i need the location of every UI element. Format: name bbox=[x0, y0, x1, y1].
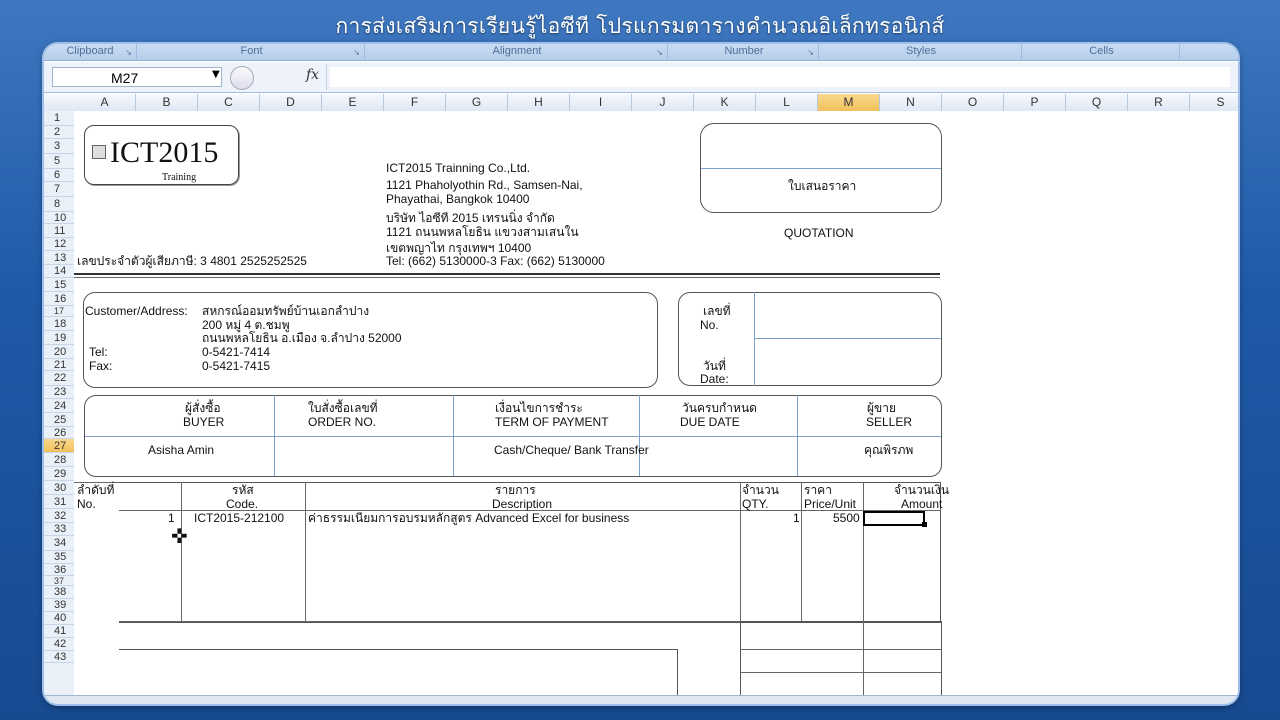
items-col-divider-qty bbox=[740, 482, 741, 622]
company-tel-fax: Tel: (662) 5130000-3 Fax: (662) 5130000 bbox=[386, 254, 605, 268]
items-amount-label: Amount bbox=[901, 497, 943, 511]
row-header-27[interactable]: 27 bbox=[44, 439, 74, 453]
column-header-s[interactable]: S bbox=[1190, 94, 1238, 111]
row-header-12[interactable]: 12 bbox=[44, 238, 74, 251]
column-header-o[interactable]: O bbox=[942, 94, 1004, 111]
cursor-cross-icon: ✜ bbox=[171, 526, 188, 548]
selected-cell-m27[interactable] bbox=[863, 511, 925, 526]
column-header-d[interactable]: D bbox=[260, 94, 322, 111]
formula-input[interactable] bbox=[330, 67, 1230, 87]
ribbon-group-bar bbox=[44, 44, 1238, 61]
column-header-m[interactable]: M bbox=[818, 94, 880, 111]
row-header-5[interactable]: 5 bbox=[44, 154, 74, 169]
row-header-13[interactable]: 13 bbox=[44, 251, 74, 265]
totals-col-divider bbox=[863, 621, 864, 700]
ribbon-group-clipboard[interactable]: Clipboard ↘ bbox=[44, 44, 137, 60]
term-label: TERM OF PAYMENT bbox=[495, 415, 609, 429]
items-qty-label-thai: จำนวน bbox=[742, 483, 779, 497]
column-header-l[interactable]: L bbox=[756, 94, 818, 111]
doc-date-label: Date: bbox=[700, 372, 729, 386]
buyer-label: BUYER bbox=[183, 415, 225, 429]
excel-window bbox=[44, 44, 1238, 704]
insert-function-icon[interactable]: fx bbox=[306, 67, 320, 83]
row-header-35[interactable]: 35 bbox=[44, 551, 74, 564]
row-header-10[interactable]: 10 bbox=[44, 212, 74, 224]
customer-fax-label: Fax: bbox=[89, 359, 113, 373]
name-box[interactable]: M27 bbox=[52, 67, 222, 87]
items-col-divider-price bbox=[801, 482, 802, 622]
customer-name: สหกรณ์ออมทรัพย์บ้านเอกลำปาง bbox=[202, 304, 370, 318]
ribbon-group-alignment[interactable]: Alignment ↘ bbox=[367, 44, 668, 60]
column-header-b[interactable]: B bbox=[136, 94, 198, 111]
totals-box bbox=[740, 621, 942, 701]
company-thai-name: บริษัท ไอซีที 2015 เทรนนิ่ง จำกัด bbox=[386, 211, 555, 225]
items-col-divider-desc bbox=[305, 482, 306, 622]
items-desc-label: Description bbox=[492, 497, 553, 511]
video-title: การส่งเสริมการเรียนรู้ไอซีที โปรแกรมตารางคำนวณอิเล็กทรอนิกส์ bbox=[335, 14, 945, 38]
row-header-29[interactable]: 29 bbox=[44, 467, 74, 481]
doc-number-label-thai: เลขที่ bbox=[703, 304, 731, 318]
column-headers bbox=[44, 94, 1238, 112]
chevron-down-icon[interactable]: ▼ bbox=[212, 69, 220, 80]
items-code-label: Code. bbox=[226, 497, 259, 511]
row-header-26[interactable]: 26 bbox=[44, 427, 74, 439]
header-separator bbox=[74, 273, 940, 275]
formula-bar-divider bbox=[326, 64, 327, 90]
buyer-value: Asisha Amin bbox=[148, 443, 215, 457]
item-qty[interactable]: 1 bbox=[793, 511, 800, 525]
order-no-label-thai: ใบสั่งซื้อเลขที่ bbox=[308, 401, 378, 415]
column-header-i[interactable]: I bbox=[570, 94, 632, 111]
column-header-q[interactable]: Q bbox=[1066, 94, 1128, 111]
items-col-divider-code bbox=[181, 482, 182, 622]
column-header-g[interactable]: G bbox=[446, 94, 508, 111]
dialog-launcher-icon[interactable]: ↘ bbox=[807, 48, 814, 57]
tax-id: เลขประจำตัวผู้เสียภาษี: 3 4801 2525252525 bbox=[77, 254, 307, 268]
row-header-37[interactable]: 37 bbox=[44, 576, 74, 586]
row-header-20[interactable]: 20 bbox=[44, 345, 74, 359]
document-info-hdivider bbox=[754, 338, 941, 339]
item-price[interactable]: 5500 bbox=[833, 511, 860, 525]
quotation-title-thai: ใบเสนอราคา bbox=[788, 179, 857, 193]
row-header-8[interactable]: 8 bbox=[44, 197, 74, 212]
row-header-16[interactable]: 16 bbox=[44, 292, 74, 306]
column-header-h[interactable]: H bbox=[508, 94, 570, 111]
ribbon-group-cells[interactable]: Cells bbox=[1024, 44, 1180, 60]
row-header-32[interactable]: 32 bbox=[44, 509, 74, 523]
document-info-vdivider bbox=[754, 292, 755, 386]
ribbon-group-styles[interactable]: Styles bbox=[821, 44, 1022, 60]
row-header-39[interactable]: 39 bbox=[44, 599, 74, 612]
row-header-14[interactable]: 14 bbox=[44, 265, 74, 278]
items-no-label: No. bbox=[77, 497, 96, 511]
row-header-23[interactable]: 23 bbox=[44, 386, 74, 399]
column-header-r[interactable]: R bbox=[1128, 94, 1190, 111]
dialog-launcher-icon[interactable]: ↘ bbox=[125, 48, 132, 57]
column-header-c[interactable]: C bbox=[198, 94, 260, 111]
items-code-label-thai: รหัส bbox=[232, 483, 254, 497]
seller-label: SELLER bbox=[866, 415, 913, 429]
buyer-label-thai: ผู้สั่งซื้อ bbox=[185, 401, 221, 415]
dialog-launcher-icon[interactable]: ↘ bbox=[353, 48, 360, 57]
row-header-40[interactable]: 40 bbox=[44, 612, 74, 625]
logo-subtext: Training bbox=[162, 172, 197, 183]
totals-line2 bbox=[740, 672, 941, 673]
order-info-divider bbox=[85, 436, 941, 437]
row-header-34[interactable]: 34 bbox=[44, 536, 74, 551]
row-header-2[interactable]: 2 bbox=[44, 126, 74, 139]
header-separator-2 bbox=[74, 277, 940, 278]
sheet-tabs-bar[interactable] bbox=[44, 695, 1238, 704]
items-price-label-thai: ราคา bbox=[804, 483, 832, 497]
customer-tel: 0-5421-7414 bbox=[202, 345, 271, 359]
formula-cancel-icon[interactable] bbox=[230, 66, 254, 90]
ribbon-group-font[interactable]: Font ↘ bbox=[139, 44, 365, 60]
items-col-divider-amount bbox=[863, 482, 864, 622]
company-name: ICT2015 Trainning Co.,Ltd. bbox=[386, 161, 531, 175]
seller-value: คุณพิรภพ bbox=[864, 443, 914, 457]
column-header-p[interactable]: P bbox=[1004, 94, 1066, 111]
company-thai-address1: 1121 ถนนพหลโยธิน แขวงสามเสนใน bbox=[386, 225, 579, 239]
items-qty-label: QTY. bbox=[742, 497, 769, 511]
term-value: Cash/Cheque/ Bank Transfer bbox=[494, 443, 649, 457]
row-header-1[interactable]: 1 bbox=[44, 111, 74, 126]
row-header-36[interactable]: 36 bbox=[44, 564, 74, 576]
seller-label-thai: ผู้ขาย bbox=[867, 401, 897, 415]
row-header-6[interactable]: 6 bbox=[44, 169, 74, 182]
column-header-e[interactable]: E bbox=[322, 94, 384, 111]
column-header-f[interactable]: F bbox=[384, 94, 446, 111]
due-date-label-thai: วันครบกำหนด bbox=[682, 401, 757, 415]
notes-box bbox=[119, 649, 678, 701]
column-header-n[interactable]: N bbox=[880, 94, 942, 111]
row-header-25[interactable]: 25 bbox=[44, 413, 74, 427]
items-no-label-thai: ลำดับที่ bbox=[77, 483, 115, 497]
row-header-15[interactable]: 15 bbox=[44, 278, 74, 292]
items-price-label: Price/Unit bbox=[804, 497, 857, 511]
logo-text: ICT2015 bbox=[110, 136, 219, 169]
formula-bar bbox=[44, 62, 1238, 93]
order-col-divider3 bbox=[639, 395, 640, 476]
doc-date-label-thai: วันที่ bbox=[703, 359, 726, 373]
item-code[interactable]: ICT2015-212100 bbox=[194, 511, 285, 525]
row-header-42[interactable]: 42 bbox=[44, 638, 74, 651]
row-header-41[interactable]: 41 bbox=[44, 625, 74, 638]
totals-line1 bbox=[740, 649, 941, 650]
row-header-19[interactable]: 19 bbox=[44, 331, 74, 345]
company-address-line1: 1121 Phaholyothin Rd., Samsen-Nai, bbox=[386, 178, 583, 192]
customer-label: Customer/Address: bbox=[85, 304, 188, 318]
column-header-j[interactable]: J bbox=[632, 94, 694, 111]
row-header-38[interactable]: 38 bbox=[44, 586, 74, 599]
ribbon-group-number[interactable]: Number ↘ bbox=[670, 44, 819, 60]
company-address-line2: Phayathai, Bangkok 10400 bbox=[386, 192, 530, 206]
row-header-7[interactable]: 7 bbox=[44, 182, 74, 197]
term-label-thai: เงื่อนไขการชำระ bbox=[495, 401, 583, 415]
row-header-24[interactable]: 24 bbox=[44, 399, 74, 413]
order-col-divider4 bbox=[797, 395, 798, 476]
worksheet-grid[interactable] bbox=[74, 111, 1238, 695]
doc-number-label: No. bbox=[700, 318, 719, 332]
customer-tel-label: Tel: bbox=[89, 345, 108, 359]
order-col-divider2 bbox=[453, 395, 454, 476]
customer-fax: 0-5421-7415 bbox=[202, 359, 271, 373]
dialog-launcher-icon[interactable]: ↘ bbox=[656, 48, 663, 57]
order-no-label: ORDER NO. bbox=[308, 415, 377, 429]
row-header-11[interactable]: 11 bbox=[44, 224, 74, 238]
column-header-a[interactable]: A bbox=[74, 94, 136, 111]
row-headers bbox=[44, 111, 75, 695]
items-desc-label-thai: รายการ bbox=[495, 483, 536, 497]
row-header-28[interactable]: 28 bbox=[44, 453, 74, 467]
row-header-18[interactable]: 18 bbox=[44, 317, 74, 331]
row-header-31[interactable]: 31 bbox=[44, 495, 74, 509]
item-description[interactable]: ค่าธรรมเนียมการอบรมหลักสูตร Advanced Excel for business bbox=[308, 511, 630, 525]
order-col-divider1 bbox=[274, 395, 275, 476]
row-header-3[interactable]: 3 bbox=[44, 139, 74, 154]
due-date-label: DUE DATE bbox=[680, 415, 740, 429]
customer-address1: 200 หมู่ 4 ต.ชมพู bbox=[202, 318, 290, 332]
row-header-43[interactable]: 43 bbox=[44, 651, 74, 663]
customer-address2: ถนนพหลโยธิน อ.เมือง จ.ลำปาง 52000 bbox=[202, 331, 402, 345]
row-header-17[interactable]: 17 bbox=[44, 306, 74, 317]
item-no[interactable]: 1 bbox=[168, 511, 175, 525]
quotation-divider bbox=[701, 168, 941, 169]
row-header-21[interactable]: 21 bbox=[44, 359, 74, 371]
column-header-k[interactable]: K bbox=[694, 94, 756, 111]
logo-image-icon bbox=[92, 145, 106, 159]
fill-handle[interactable] bbox=[922, 522, 927, 527]
row-header-30[interactable]: 30 bbox=[44, 481, 74, 495]
items-amount-label-thai: จำนวนเงิน bbox=[894, 483, 950, 497]
row-header-33[interactable]: 33 bbox=[44, 523, 74, 536]
quotation-title-english: QUOTATION bbox=[784, 226, 854, 240]
row-header-22[interactable]: 22 bbox=[44, 371, 74, 386]
company-thai-address2: เขตพญาไท กรุงเทพฯ 10400 bbox=[386, 241, 532, 255]
